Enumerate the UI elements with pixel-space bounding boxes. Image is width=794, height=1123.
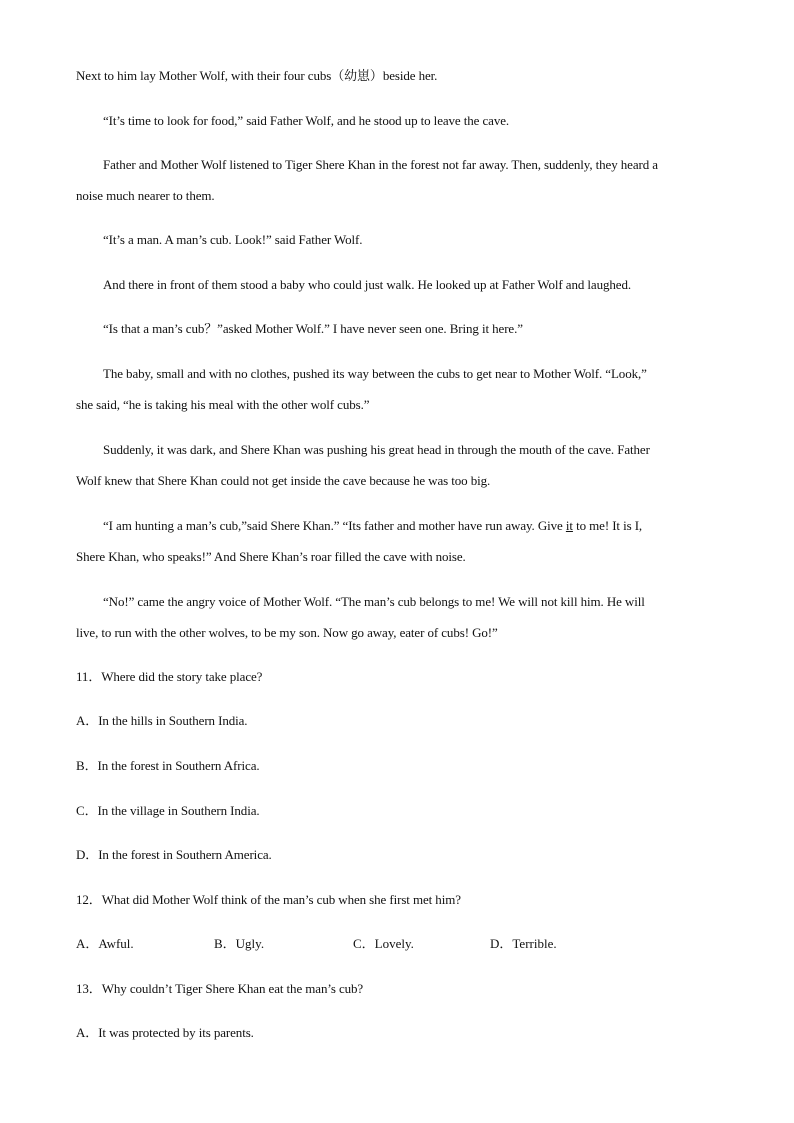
paragraph-line: noise much nearer to them.	[76, 188, 215, 203]
option-13-a: A．It was protected by its parents.	[76, 1025, 254, 1040]
option-12-b: B．Ugly.	[214, 936, 265, 951]
question-11: 11．Where did the story take place?	[76, 669, 263, 684]
option-11-a: A．In the hills in Southern India.	[76, 713, 248, 728]
paragraph-line: live, to run with the other wolves, to be my son. Now go away, eater of cubs! Go!”	[76, 625, 498, 640]
question-12: 12．What did Mother Wolf think of the man’s cub when she first met him?	[76, 892, 461, 907]
paragraph-line: “Is that a man’s cub？”asked Mother Wolf.” I have never seen one. Bring it here.”	[103, 321, 523, 336]
option-12-d: D．Terrible.	[490, 936, 557, 951]
option-11-b: B．In the forest in Southern Africa.	[76, 758, 260, 773]
paragraph-line: she said, “he is taking his meal with the other wolf cubs.”	[76, 397, 370, 412]
paragraph-line: “No!” came the angry voice of Mother Wolf. “The man’s cub belongs to me! We will not kill him. He will	[103, 594, 645, 609]
paragraph-line	[103, 518, 719, 534]
paragraph-line: Suddenly, it was dark, and Shere Khan was pushing his great head in through the mouth of the cave. Father	[103, 442, 650, 457]
paragraph-line: “It’s a man. A man’s cub. Look!” said Father Wolf.	[103, 232, 363, 247]
text-run: “I am hunting a man’s cub,”said Shere Khan.” “Its father and mother have run away. Give	[103, 518, 566, 533]
paragraph-line: Wolf knew that Shere Khan could not get inside the cave because he was too big.	[76, 473, 491, 488]
paragraph-line: The baby, small and with no clothes, pushed its way between the cubs to get near to Mother Wolf. “Look,”	[103, 366, 647, 381]
paragraph-line: Father and Mother Wolf listened to Tiger Shere Khan in the forest not far away. Then, suddenly, they heard a	[103, 157, 658, 172]
question-13: 13．Why couldn’t Tiger Shere Khan eat the man’s cub?	[76, 981, 364, 996]
paragraph-line: Next to him lay Mother Wolf, with their four cubs（幼崽）beside her.	[76, 68, 438, 83]
text-run: to me! It is I,	[572, 518, 643, 533]
underlined-word: it	[565, 518, 573, 533]
option-11-d: D．In the forest in Southern America.	[76, 847, 272, 862]
option-12-a: A．Awful.	[76, 936, 134, 951]
paragraph-line: “It’s time to look for food,” said Father Wolf, and he stood up to leave the cave.	[103, 113, 510, 128]
paragraph-line: Shere Khan, who speaks!” And Shere Khan’s roar filled the cave with noise.	[76, 549, 466, 564]
paragraph-line: And there in front of them stood a baby who could just walk. He looked up at Father Wolf and laughed.	[103, 277, 631, 292]
option-11-c: C．In the village in Southern India.	[76, 803, 260, 818]
option-12-c: C．Lovely.	[353, 936, 414, 951]
options-12-row	[76, 936, 719, 952]
